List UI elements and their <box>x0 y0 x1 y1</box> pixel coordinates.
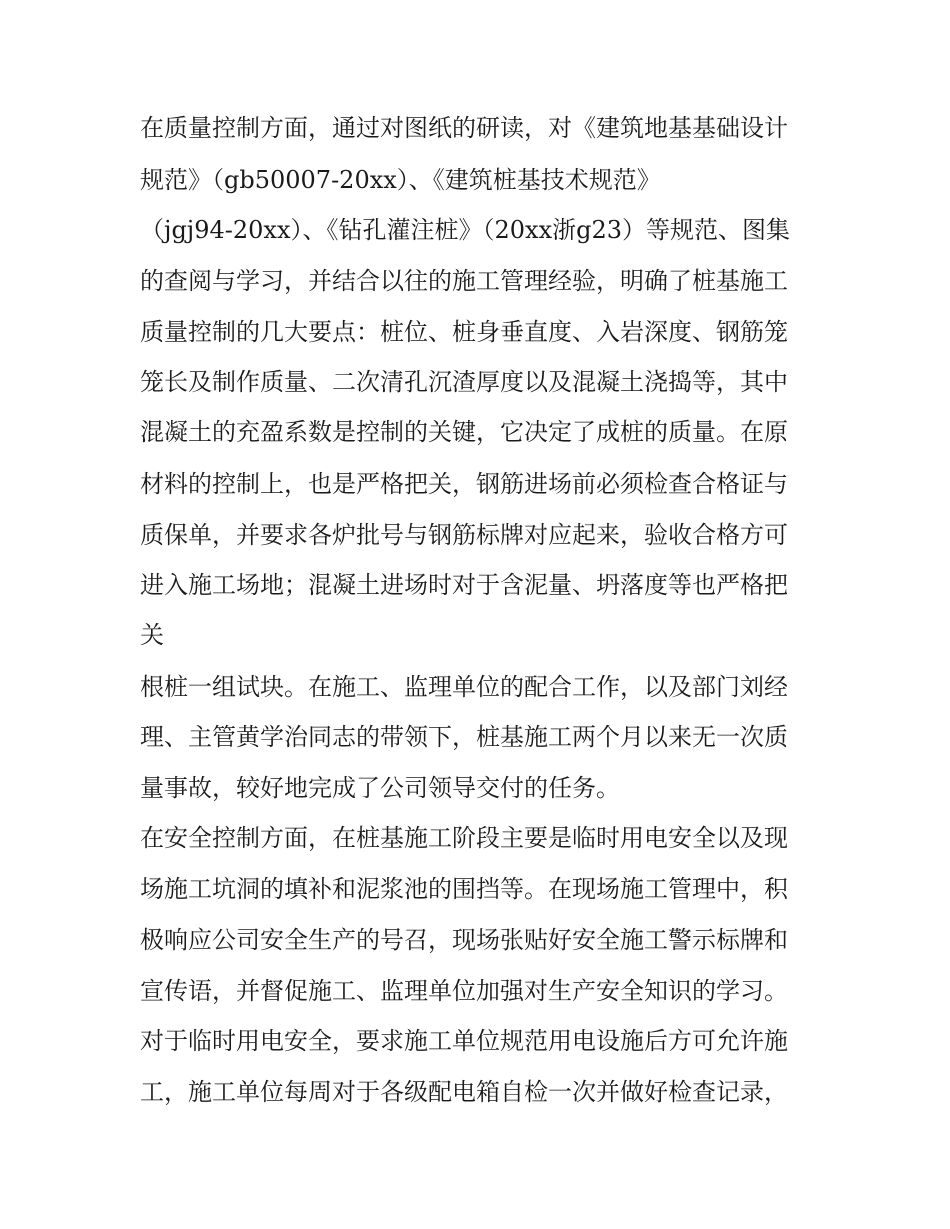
text-line: 工，施工单位每周对于各级配电箱自检一次并做好检查记录， <box>140 1078 788 1106</box>
text-line: 笼长及制作质量、二次清孔沉渣厚度以及混凝土浇捣等，其中 <box>140 368 788 396</box>
text-line: 混凝土的充盈系数是控制的关键，它决定了成桩的质量。在原 <box>140 418 788 446</box>
text-line: 极响应公司安全生产的号召，现场张贴好安全施工警示标牌和 <box>140 926 788 954</box>
text-line: 材料的控制上，也是严格把关，钢筋进场前必须检查合格证与 <box>140 470 788 498</box>
text-line: 规范》（gb50007-20xx）、《建筑桩基技术规范》 <box>140 166 661 194</box>
text-line: 对于临时用电安全，要求施工单位规范用电设施后方可允许施 <box>140 1027 788 1055</box>
text-line: 宣传语，并督促施工、监理单位加强对生产安全知识的学习。 <box>140 977 788 1005</box>
text-line: （jgj94-20xx）、《钻孔灌注桩》（20xx浙g23）等规范、图集 <box>140 216 791 244</box>
text-line: 在安全控制方面，在桩基施工阶段主要是临时用电安全以及现 <box>140 824 788 852</box>
text-line: 进入施工场地；混凝土进场时对于含泥量、坍落度等也严格把 <box>140 571 788 599</box>
text-line: 的查阅与学习，并结合以往的施工管理经验，明确了桩基施工 <box>140 267 788 295</box>
text-line: 质保单，并要求各炉批号与钢筋标牌对应起来，验收合格方可 <box>140 521 788 549</box>
text-line: 理、主管黄学治同志的带领下，桩基施工两个月以来无一次质 <box>140 723 788 751</box>
text-line: 关 <box>140 621 164 649</box>
text-line: 质量控制的几大要点：桩位、桩身垂直度、入岩深度、钢筋笼 <box>140 318 788 346</box>
text-line: 在质量控制方面，通过对图纸的研读，对《建筑地基基础设计 <box>140 114 788 142</box>
text-line: 根桩一组试块。在施工、监理单位的配合工作，以及部门刘经 <box>140 673 788 701</box>
text-line: 量事故，较好地完成了公司领导交付的任务。 <box>140 774 620 802</box>
text-line: 场施工坑洞的填补和泥浆池的围挡等。在现场施工管理中，积 <box>140 875 788 903</box>
